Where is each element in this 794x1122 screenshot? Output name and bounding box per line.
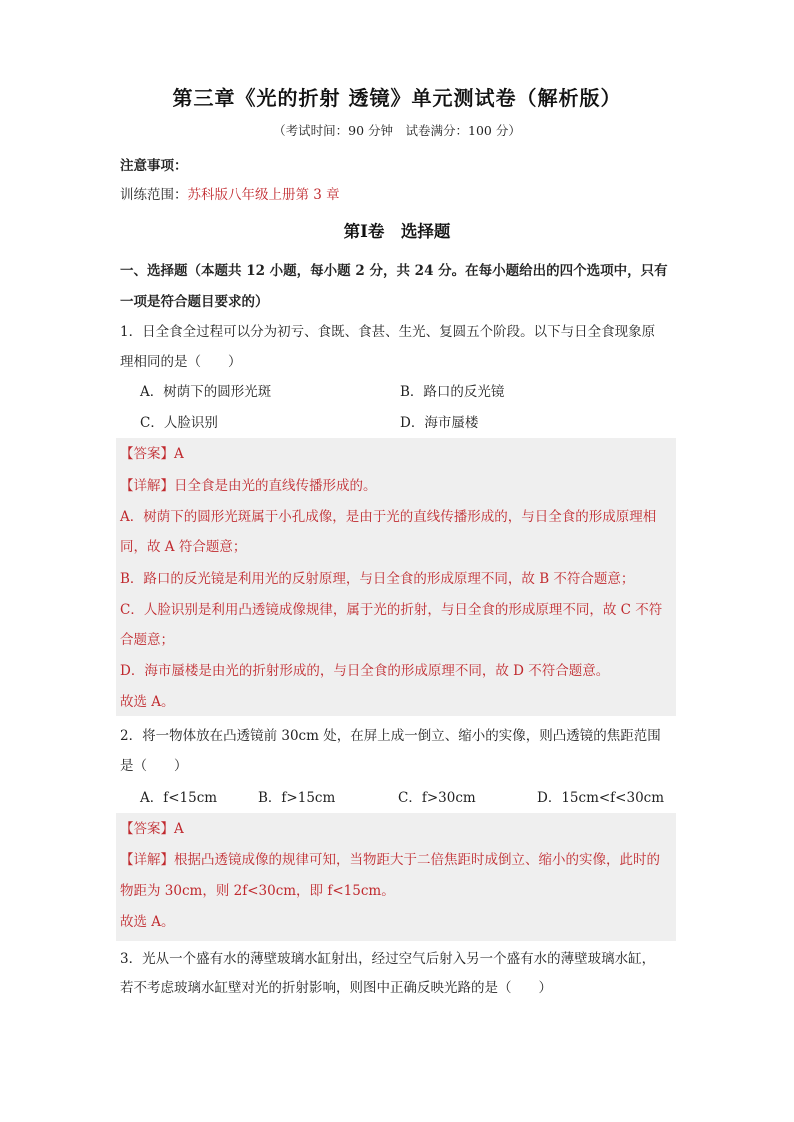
page-title: 第三章《光的折射 透镜》单元测试卷（解析版）	[172, 86, 622, 110]
q1-stem-line1: 1．日全食全过程可以分为初亏、食既、食甚、生光、复圆五个阶段。以下与日全食现象原	[120, 324, 656, 340]
q1-explain-line: 合题意；	[120, 632, 174, 648]
q1-explain-line: 同，故 A 符合题意；	[120, 539, 247, 555]
range-label: 训练范围：	[120, 187, 188, 203]
training-range	[120, 186, 680, 204]
q1-option-d: D．海市蜃楼	[400, 415, 479, 431]
q1-option-a: A．树荫下的圆形光斑	[140, 384, 272, 400]
q2-stem-line2: 是（ ）	[120, 758, 188, 774]
q1-explain-line: C．人脸识别是利用凸透镜成像规律，属于光的折射，与日全食的形成原理不同，故 C 不符	[120, 602, 663, 618]
q1-stem-line2: 理相同的是（ ）	[120, 354, 242, 370]
q1-explain-line: B．路口的反光镜是利用光的反射原理，与日全食的形成原理不同，故 B 不符合题意；	[120, 571, 635, 587]
q1-explain-line: A．树荫下的圆形光斑属于小孔成像，是由于光的直线传播形成的，与日全食的形成原理相	[120, 509, 657, 525]
exam-info: （考试时间：90 分钟 试卷满分：100 分）	[273, 123, 521, 138]
q3-stem-line2: 若不考虑玻璃水缸壁对光的折射影响，则图中正确反映光路的是（ ）	[120, 980, 552, 996]
q1-option-b: B．路口的反光镜	[400, 384, 505, 400]
range-value: 苏科版八年级上册第 3 章	[187, 187, 340, 203]
q1-explain-line: 【详解】日全食是由光的直线传播形成的。	[120, 478, 377, 494]
q2-option-a: A．f<15cm	[140, 790, 218, 806]
q2-explain-line: 故选 A。	[120, 914, 175, 930]
section-intro-line1: 一、选择题（本题共 12 小题，每小题 2 分，共 24 分。在每小题给出的四个选项中，只有	[120, 263, 668, 279]
q2-answer: 【答案】A	[120, 821, 184, 837]
q1-explain-line: 故选 A。	[120, 694, 175, 710]
q2-explain-line: 物距为 30cm，则 2f<30cm，即 f<15cm。	[120, 883, 395, 899]
notes-label: 注意事项：	[120, 158, 188, 174]
q2-option-d: D．15cm<f<30cm	[537, 790, 665, 806]
q2-option-c: C．f>30cm	[398, 790, 476, 806]
section-title: 第Ⅰ卷 选择题	[343, 222, 451, 241]
q1-explain-line: D．海市蜃楼是由光的折射形成的，与日全食的形成原理不同，故 D 不符合题意。	[120, 663, 610, 679]
section-intro-line2: 一项是符合题目要求的）	[120, 294, 269, 310]
q2-explain-line: 【详解】根据凸透镜成像的规律可知，当物距大于二倍焦距时成倒立、缩小的实像，此时的	[120, 852, 660, 868]
q1-answer: 【答案】A	[120, 446, 184, 462]
q2-option-b: B．f>15cm	[258, 790, 336, 806]
q1-option-c: C．人脸识别	[140, 415, 218, 431]
q2-stem-line1: 2．将一物体放在凸透镜前 30cm 处，在屏上成一倒立、缩小的实像，则凸透镜的焦距范围	[120, 728, 661, 744]
q3-stem-line1: 3．光从一个盛有水的薄壁玻璃水缸射出，经过空气后射入另一个盛有水的薄壁玻璃水缸，	[120, 951, 656, 967]
